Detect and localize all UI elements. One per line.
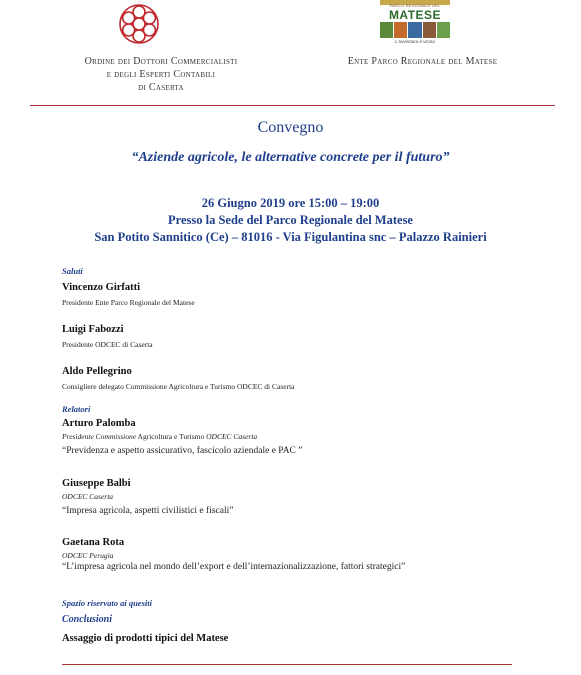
- park-logo-name: MATESE: [388, 8, 442, 22]
- speaker-name: Aldo Pellegrino: [62, 366, 132, 377]
- talk-topic: “L’impresa agricola nel mondo dell’export e dell’internazionalizzazione, fattori strategici”: [62, 562, 406, 572]
- talk-topic: “Previdenza e aspetto assicurativo, fascicolo aziendale e PAC ”: [62, 446, 303, 456]
- saluti-label: Saluti: [62, 266, 83, 276]
- speaker-name: Arturo Palomba: [62, 418, 136, 429]
- header-divider: [30, 105, 555, 106]
- speaker-role: Consigliere delegato Commissione Agricoltura e Turismo ODCEC di Caserta: [62, 382, 295, 391]
- odcec-logo-icon: [118, 3, 160, 45]
- speaker-name: Giuseppe Balbi: [62, 478, 131, 489]
- conclusions-label: Conclusioni: [62, 614, 113, 625]
- role-plain: Agricoltura e Turismo: [136, 432, 207, 441]
- org-line: di Caserta: [138, 82, 184, 93]
- speaker-role: Presidente ODCEC di Caserta: [62, 340, 153, 349]
- org-line: Ordine dei Dottori Commercialisti: [84, 56, 238, 67]
- park-org-name: Ente Parco Regionale del Matese: [347, 56, 498, 67]
- tasting-note: Assaggio di prodotti tipici del Matese: [62, 633, 229, 644]
- speaker-name: Gaetana Rota: [62, 537, 125, 548]
- odcec-org-name: [50, 55, 272, 94]
- speaker-role: ODCEC Perugia: [62, 551, 114, 560]
- speaker-name: Luigi Fabozzi: [62, 324, 124, 335]
- questions-label: Spazio riservato ai quesiti: [62, 598, 152, 608]
- park-logo-tagline: L'avventura è vicina: [395, 39, 435, 44]
- event-subtitle: “Aziende agricole, le alternative concrete per il futuro”: [131, 150, 450, 165]
- speaker-role: ODCEC Caserta: [62, 492, 114, 501]
- org-line: e degli Esperti Contabili: [106, 69, 216, 80]
- speaker-role: [62, 432, 257, 441]
- event-address: San Potito Sannitico (Ce) – 81016 - Via Figulantina snc – Palazzo Rainieri: [94, 230, 487, 244]
- park-logo-images: [380, 22, 450, 38]
- footer-divider: [62, 664, 512, 665]
- talk-topic: “Impresa agricola, aspetti civilistici e fiscali”: [62, 506, 234, 516]
- park-logo-title: PARCO REGIONALE DEL: [389, 3, 441, 8]
- speaker-name: Vincenzo Girfatti: [62, 282, 141, 293]
- event-date: 26 Giugno 2019 ore 15:00 – 19:00: [201, 196, 380, 210]
- speaker-role: Presidente Ente Parco Regionale del Matese: [62, 298, 195, 307]
- event-venue: Presso la Sede del Parco Regionale del Matese: [168, 213, 413, 227]
- relatori-label: Relatori: [62, 404, 91, 414]
- role-italic: ODCEC Caserta: [206, 432, 258, 441]
- role-italic: Presidente Commissione: [62, 432, 137, 441]
- event-title: Convegno: [257, 119, 324, 136]
